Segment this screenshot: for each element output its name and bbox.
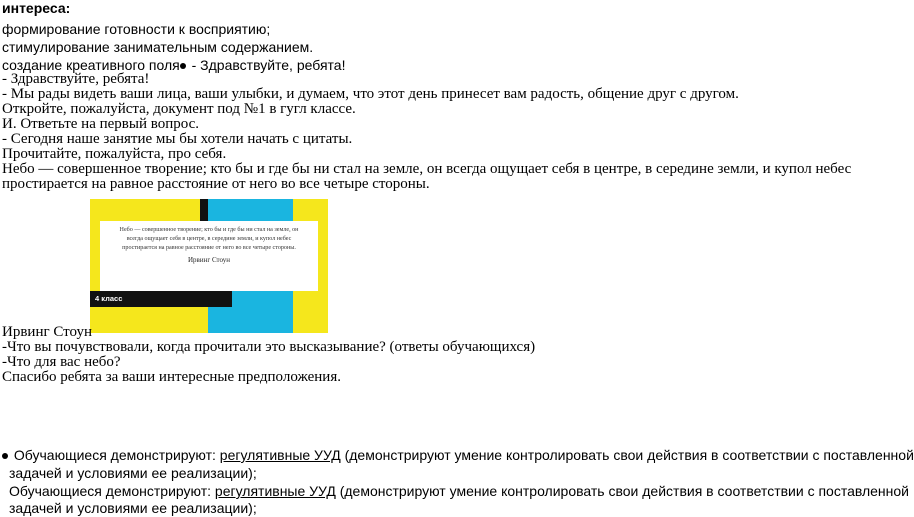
bullet-icon — [2, 453, 8, 459]
slide-quote-author: Ирвинг Стоун — [188, 256, 230, 264]
text-line: - Здравствуйте, ребята! — [2, 71, 150, 87]
slide-quote-card — [100, 221, 318, 291]
text-fragment: (демонстрируют умение контролировать свои действия в соответствии с поставленной — [340, 447, 914, 463]
uud-link-text: регулятивные УУД — [214, 483, 336, 499]
text-line: Спасибо ребята за ваши интересные предположения. — [2, 369, 341, 385]
outcome-line: задачей и условиями ее реализации); — [9, 500, 257, 516]
text-line: И. Ответьте на первый вопрос. — [2, 116, 200, 132]
slide-grade-tag: 4 класс — [90, 291, 232, 307]
outcome-line — [2, 447, 914, 463]
text-line: Откройте, пожалуйста, документ под №1 в гугл классе. — [2, 101, 356, 117]
slide-black-bar — [200, 199, 208, 221]
slide-image — [90, 199, 328, 333]
text-line: стимулирование занимательным содержанием. — [2, 39, 314, 55]
text-line: -Что для вас небо? — [2, 354, 121, 370]
quote-line: простирается на равное расстояние от него во все четыре стороны. — [2, 176, 430, 192]
quote-author: Ирвинг Стоун — [2, 324, 92, 340]
text-line: - Сегодня наше занятие мы бы хотели начать с цитаты. — [2, 131, 353, 147]
uud-link-text: регулятивные УУД — [219, 447, 341, 463]
text-fragment: (демонстрируют умение контролировать свои действия в соответствии с поставленной — [335, 483, 910, 499]
text-fragment: - Здравствуйте, ребята! — [187, 57, 346, 73]
bullet-icon — [180, 63, 186, 69]
text-line: - Мы рады видеть ваши лица, ваши улыбки, и думаем, что этот день принесет вам радость, общение друг с другом. — [2, 86, 739, 102]
outcome-line — [9, 483, 909, 499]
text-fragment: Обучающиеся демонстрируют: — [13, 447, 220, 463]
text-line: формирование готовности к восприятию; — [2, 21, 271, 37]
heading-interest: интереса: — [2, 0, 71, 16]
text-fragment: создание креативного поля — [2, 57, 180, 73]
slide-quote-text: Небо — совершенное творение; кто бы и где бы ни стал на земле, он всегда ощущает себя в центре, в середине земли, и купол небес простирается на равное расстояние от него во все четыре стороны. — [119, 227, 299, 251]
quote-line: Небо — совершенное творение; кто бы и где бы ни стал на земле, он всегда ощущает себя в центре, в середине земли, и купол небес — [2, 161, 852, 177]
text-line: Прочитайте, пожалуйста, про себя. — [2, 146, 227, 162]
text-line: -Что вы почувствовали, когда прочитали это высказывание? (ответы обучающихся) — [2, 339, 536, 355]
text-fragment: Обучающиеся демонстрируют: — [9, 483, 215, 499]
outcome-line: задачей и условиями ее реализации); — [9, 465, 257, 481]
